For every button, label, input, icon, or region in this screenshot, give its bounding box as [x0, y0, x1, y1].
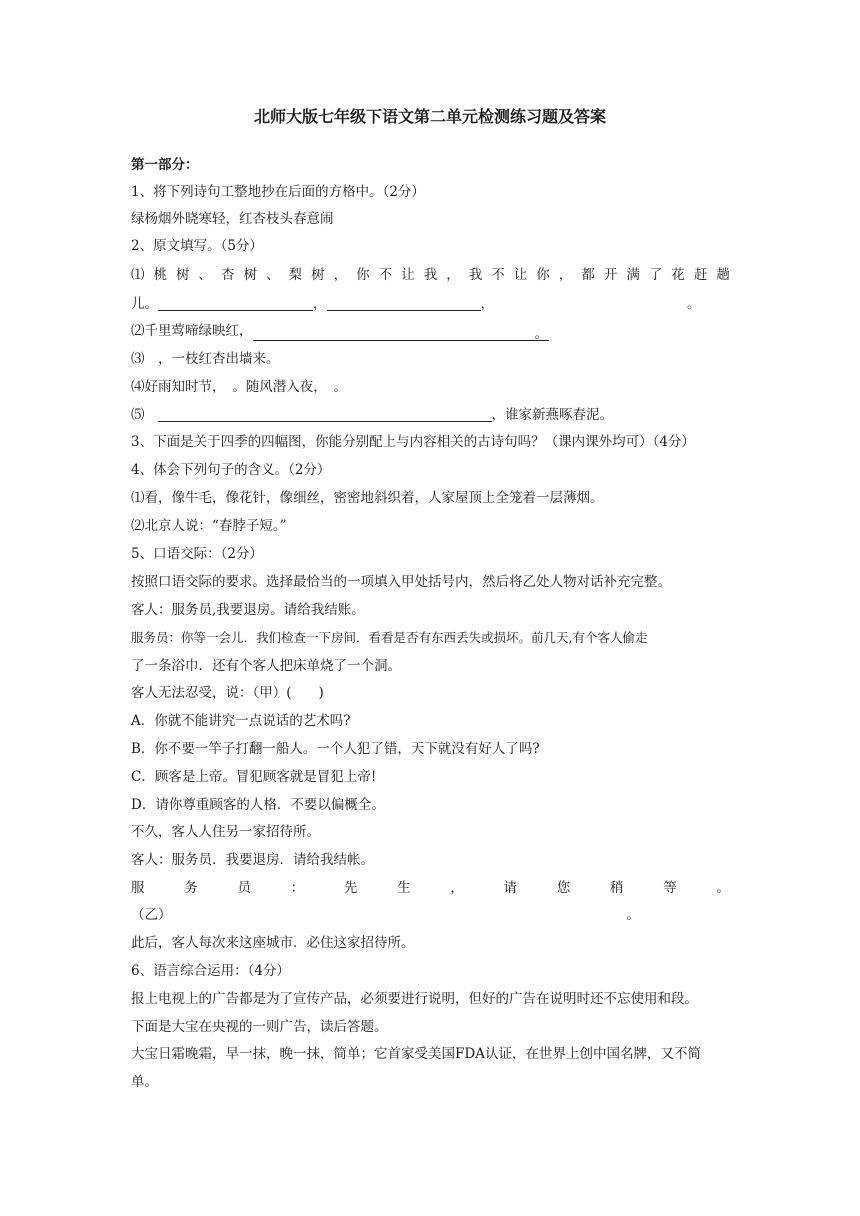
q3-prompt: 3、下面是关于四季的四幅图，你能分别配上与内容相关的古诗句吗？（课内课外均可）（4分）: [131, 434, 695, 450]
q2-item1-char: 我: [423, 267, 438, 283]
q2-item1-char: 不: [378, 267, 393, 283]
q6-line: 下面是大宝在央视的一则广告，读后答题。: [131, 1019, 388, 1035]
q5-line6-char: ：: [290, 880, 305, 896]
q4-item1: ⑴看，像牛毛，像花针，像细丝，密密地斜织着，人家屋顶上全笼着一层薄烟。: [131, 490, 604, 506]
q2-item5-line: [131, 405, 613, 425]
q2-item2-line: [131, 321, 549, 341]
q6-line: 大宝日霜晚霜，早一抹，晚一抹，简单；它首家受美国FDA认证，在世界上创中国名牌，又不简: [131, 1046, 701, 1062]
q5-line6-char: 稍: [609, 880, 624, 896]
q2-item1-cont-text: 儿。: [131, 296, 158, 312]
q2-item1-char: 让: [513, 267, 528, 283]
blank-line: [158, 405, 492, 422]
q5-line6-char: 务: [184, 880, 198, 896]
q2-item2-pre: ⑵千里莺啼绿映红，: [131, 323, 253, 339]
q2-item1-char: 你: [536, 267, 550, 283]
q2-item1-char: 都: [581, 267, 595, 283]
q2-item1-char: ，: [446, 267, 460, 283]
q2-item1-char: 不: [491, 267, 505, 283]
q4-prompt: 4、体会下列句子的含义。（2分）: [131, 462, 331, 478]
q5-option-c: C．顾客是上帝。冒犯顾客就是冒犯上帝!: [131, 769, 377, 785]
q2-item1-char: 树: [176, 267, 190, 283]
q2-item1-char: 树: [311, 267, 325, 283]
q1-text: 绿杨烟外晓寒轻，红杏枝头春意闹: [131, 211, 334, 227]
q5-line6-char: 等: [663, 880, 677, 896]
q6-line: 报上电视上的广告都是为了宣传产品，必须要进行说明，但好的广告在说明时还不忘使用和段。: [131, 991, 698, 1007]
q2-item1-sep1: ，: [313, 296, 327, 312]
q5-line6-end: 。: [626, 907, 640, 923]
q5-line6-char: 员: [237, 880, 251, 896]
q2-item1-char: 让: [401, 267, 415, 283]
q5-option-b: B．你不要一竿子打翻一船人。一个人犯了错，天下就没有好人了吗?: [131, 741, 540, 757]
q5-dialogue-line: 客人：服务员,我要退房。请给我结账。: [131, 602, 365, 618]
q2-item1-char: ⑴: [131, 267, 145, 283]
q2-item1-continuation: [131, 294, 701, 314]
q5-line6-continuation: [131, 905, 640, 925]
q6-line: 单。: [131, 1074, 158, 1090]
q2-item4: ⑷好雨知时节， 。随风潜入夜， 。: [131, 379, 347, 395]
q5-dialogue-line: 不久，客人人住另一家招待所。: [131, 824, 320, 840]
page-title: 北师大版七年级下语文第二单元检测练习题及答案: [253, 107, 606, 126]
q4-item2: ⑵北京人说：“春脖子短。”: [131, 518, 287, 534]
q5-line6-char: 生: [397, 880, 411, 896]
q2-item1-end: 。: [687, 296, 701, 312]
q5-line6-char: 。: [716, 880, 730, 896]
q2-item5-pre: ⑸: [131, 407, 145, 423]
q2-item1-char: 满: [626, 267, 640, 283]
q2-item1-char: ，: [558, 267, 573, 283]
q2-item1-char: 梨: [288, 267, 303, 283]
q2-item1-char: 趟: [716, 267, 730, 283]
q2-item5-post: ，谁家新燕啄春泥。: [491, 407, 613, 423]
q2-item3: ⑶ ，一枝红杏出墙来。: [131, 351, 280, 367]
q2-item1-char: 、: [266, 267, 280, 283]
q5-line6-char: ，: [450, 880, 464, 896]
q5-line6-char: 请: [503, 880, 518, 896]
q6-prompt: 6、语言综合运用：（4分）: [131, 963, 290, 979]
q5-line6-char: 服: [131, 880, 145, 896]
q5-dialogue-line: 了一条浴巾．还有个客人把床单烧了一个洞。: [131, 658, 401, 674]
q2-item1-char: 我: [468, 267, 483, 283]
q1-prompt: 1、将下列诗句工整地抄在后面的方格中。（2分）: [131, 184, 425, 200]
q2-item1-char: 、: [198, 267, 213, 283]
q2-item1-char: 了: [648, 267, 663, 283]
q5-option-a: A．你就不能讲究一点说话的艺术吗?: [131, 713, 351, 729]
q2-item1-char: 树: [243, 267, 258, 283]
q5-dialogue-line: 客人：服务员．我要退房．请给我结帐。: [131, 852, 374, 868]
q2-item1-char: ，: [333, 267, 348, 283]
q5-line6: [131, 878, 730, 898]
q5-line6-char: 先: [343, 880, 358, 896]
q5-dialogue-line: 服务员：你等一会儿．我们检查一下房间．看看是否有东西丢失或损坏。前几天,有个客人偷走: [131, 630, 648, 645]
q5-line6-char: 您: [556, 880, 571, 896]
blank-line: [327, 294, 481, 311]
q5-option-d: D．请你尊重顾客的人格．不要以偏概全。: [131, 797, 385, 813]
q5-instruction: 按照口语交际的要求。选择最恰当的一项填入甲处括号内，然后将乙处人物对话补充完整。: [131, 574, 671, 590]
q2-item2-end: 。: [534, 326, 548, 342]
q2-prompt: 2、原文填写。（5分）: [131, 238, 263, 254]
q5-dialogue-line: 此后，客人每次来这座城市．必住这家招待所。: [131, 935, 415, 951]
q5-line6-b: （乙）: [131, 907, 172, 923]
blank-line: [158, 294, 313, 311]
q2-item1-char: 桃: [153, 267, 168, 283]
part-heading: 第一部分：: [131, 157, 199, 173]
q2-item1-char: 开: [603, 267, 618, 283]
q5-dialogue-line: 客人无法忍受，说：（甲）( ): [131, 685, 324, 701]
blank-line: [253, 324, 549, 341]
q5-prompt: 5、口语交际：（2分）: [131, 546, 263, 562]
q2-item1-line: [131, 265, 730, 285]
q2-item1-char: 你: [356, 267, 370, 283]
q2-item1-char: 赶: [693, 267, 708, 283]
q2-item1-sep2: ，: [480, 296, 494, 312]
q2-item1-char: 花: [671, 267, 685, 283]
q2-item1-char: 杏: [221, 267, 235, 283]
